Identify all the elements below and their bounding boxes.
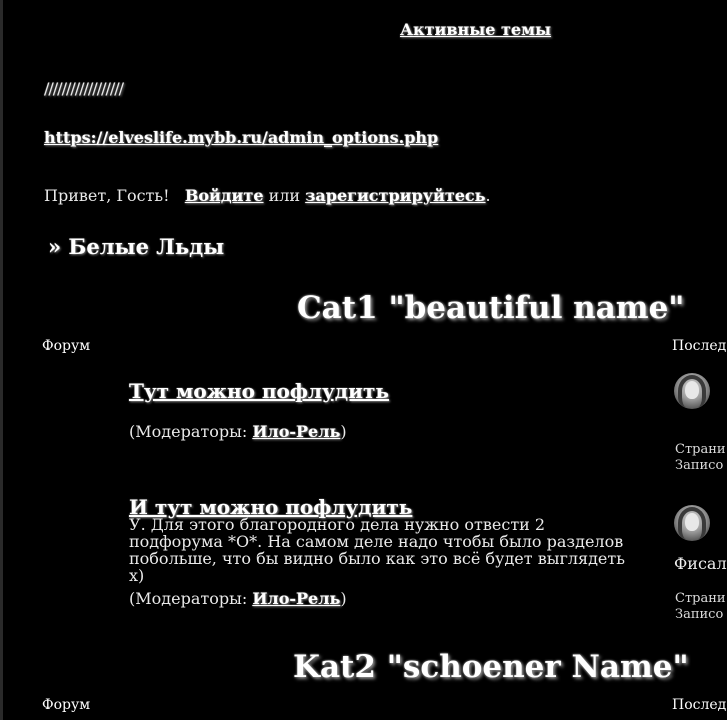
login-link[interactable]: Войдите [184,186,264,205]
last-post-pages: Страни [675,442,726,457]
guest-greeting [44,186,491,205]
last-post-column-header: Послед [672,338,727,354]
greeting-or: или [268,186,301,205]
breadcrumb: » Белые Льды [48,234,225,259]
moderators-close: ) [340,422,347,441]
forum-column-header: Форум [42,338,91,354]
last-post-count: Записо [675,458,724,473]
forum-column-header: Форум [42,697,91,713]
last-post-count: Записо [675,607,724,622]
greeting-text: Привет, Гость! [44,186,170,205]
moderator-link[interactable]: Ило-Рель [252,422,341,441]
forum-moderators [129,422,347,441]
forum-moderators [129,589,347,608]
forum-slogan: ////////////////// [44,79,124,98]
moderators-close: ) [340,589,347,608]
forum-link[interactable]: Тут можно пофлудить [129,379,389,403]
category-title: Cat1 "beautiful name" [297,290,685,326]
user-avatar-icon[interactable] [674,373,710,409]
avatar-face [685,513,699,531]
last-post-pages: Страни [675,591,726,606]
forum-description: У. Для этого благородного дела нужно отвести 2 подфорума *О*. На самом деле надо чтобы было разделов побольше, что бы видно было как это всё будет выглядеть х) [129,515,625,585]
avatar-face [685,381,699,399]
active-topics-link[interactable]: Активные темы [400,20,552,39]
greeting-period: . [485,186,491,205]
window-left-border [0,0,3,720]
admin-options-link[interactable]: https://elveslife.mybb.ru/admin_options.php [44,128,439,147]
moderators-label: (Модераторы: [129,422,248,441]
last-post-topic[interactable]: Фисал [674,554,727,573]
forum-link[interactable]: И тут можно пофлудить [129,495,413,519]
moderator-link[interactable]: Ило-Рель [252,589,341,608]
category-title: Kat2 "schoener Name" [293,649,689,685]
user-avatar-icon[interactable] [674,505,710,541]
register-link[interactable]: зарегистрируйтесь [305,186,486,205]
moderators-label: (Модераторы: [129,589,248,608]
last-post-column-header: Послед [672,697,727,713]
